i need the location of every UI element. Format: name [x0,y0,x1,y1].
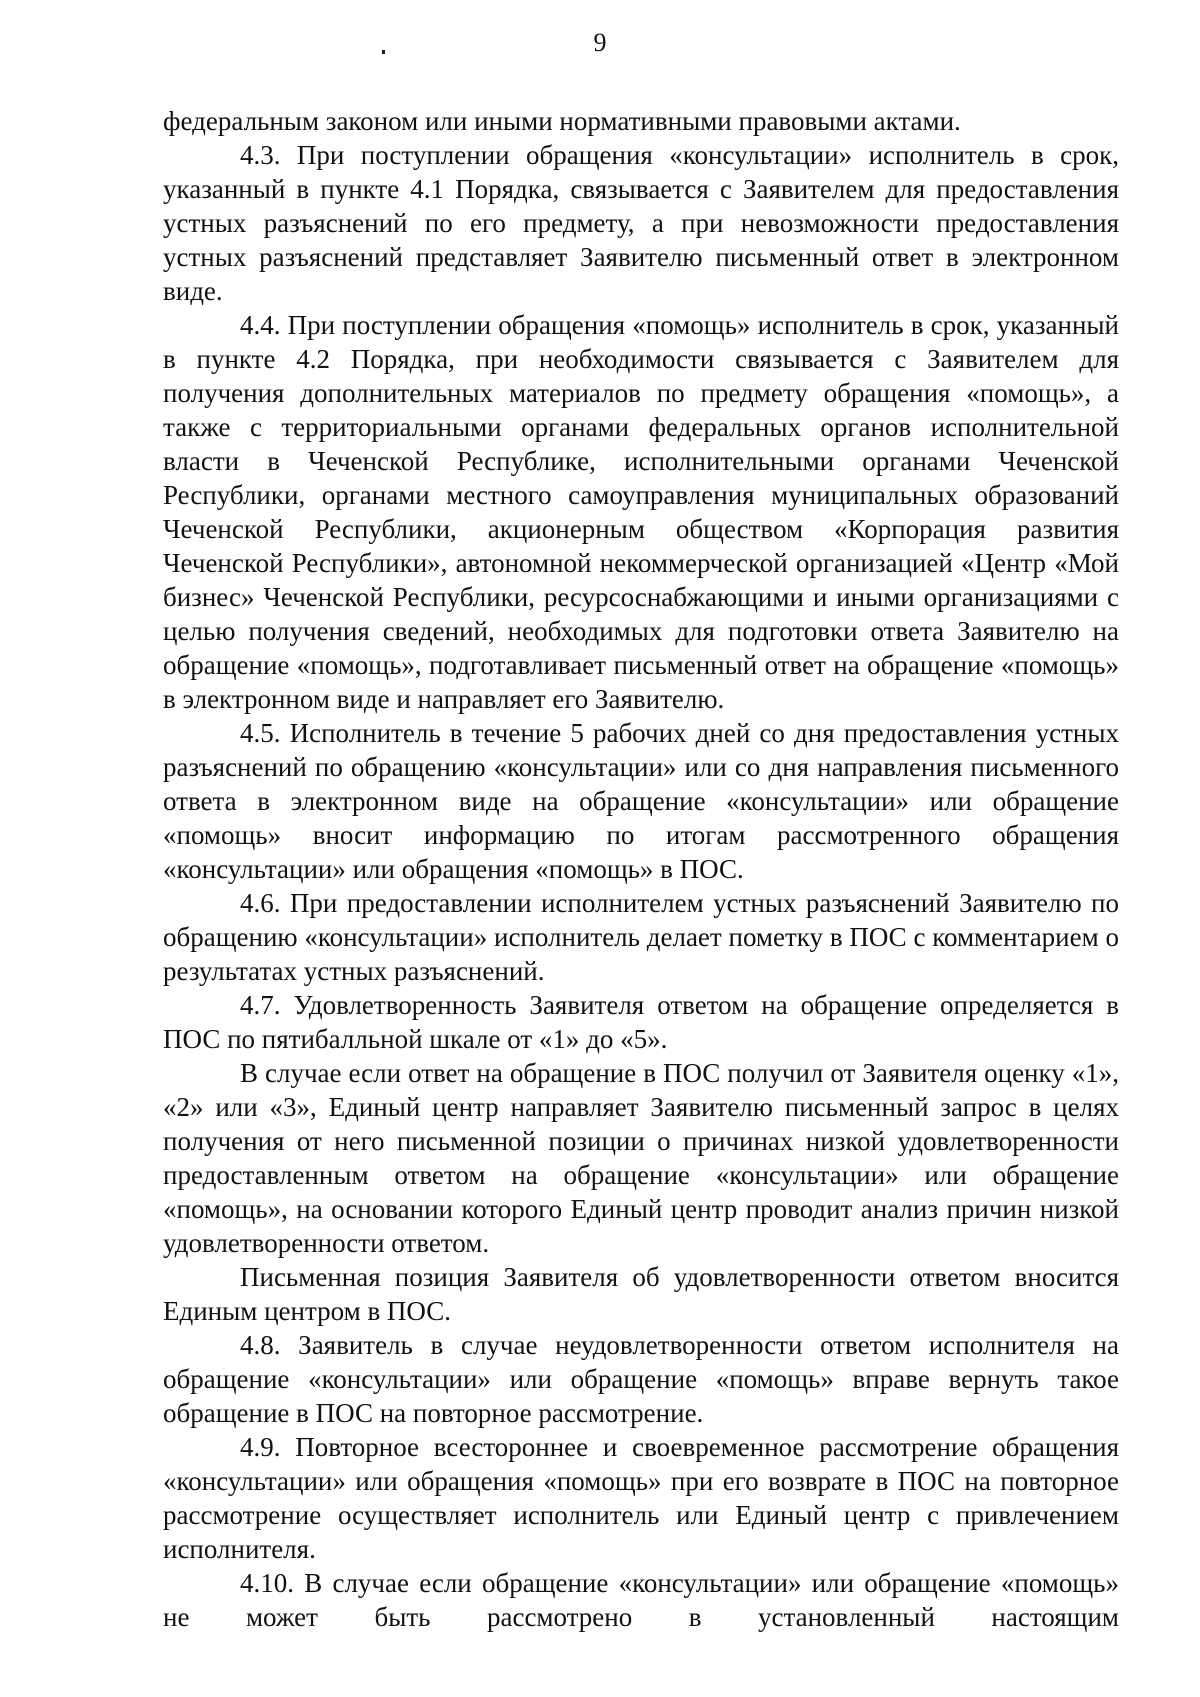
paragraph-4-7: 4.7. Удовлетворенность Заявителя ответом на обращение определяется в ПОС по пятибалльной шкале от «1» до «5». [163,990,1119,1054]
page-number: 9 [593,28,607,57]
paragraph-low-rating: В случае если ответ на обращение в ПОС получил от Заявителя оценку «1», «2» или «3», Единый центр направляет Заявителю письменный запрос в целях получения от него письменной позиции о причинах низкой удовлетворенности предоставленным ответом на обращение «консультации» или обращение «помощь», на основании которого Единый центр проводит анализ причин низкой удовлетворенности ответом. [163,1058,1119,1258]
scan-artifact-dot [382,50,385,54]
paragraph-4-4: 4.4. При поступлении обращения «помощь» исполнитель в срок, указанный в пункте 4.2 Порядка, при необходимости связывается с Заявителем для получения дополнительных материалов по предмету обращения «помощь», а также с территориальными органами федеральных органов исполнительной власти в Чеченской Республике, исполнительными органами Чеченской Республики, органами местного самоуправления муниципальных образований Чеченской Республики, акционерным обществом «Корпорация развития Чеченской Республики», автономной некоммерческой организацией «Центр «Мой бизнес» Чеченской Республики, ресурсоснабжающими и иными организациями с целью получения сведений, необходимых для подготовки ответа Заявителю на обращение «помощь», подготавливает письменный ответ на обращение «помощь» в электронном виде и направляет его Заявителю. [163,310,1119,714]
paragraph-continuation: федеральным законом или иными нормативными правовыми актами. [163,106,961,136]
paragraph-4-8: 4.8. Заявитель в случае неудовлетворенности ответом исполнителя на обращение «консультации» или обращение «помощь» вправе вернуть такое обращение в ПОС на повторное рассмотрение. [163,1330,1119,1428]
paragraph-4-10: 4.10. В случае если обращение «консультации» или обращение «помощь» не может быть рассмотрено в установленный настоящим [163,1568,1119,1632]
paragraph-4-3: 4.3. При поступлении обращения «консультации» исполнитель в срок, указанный в пункте 4.1 Порядка, связывается с Заявителем для предоставления устных разъяснений по его предмету, а при невозможности предоставления устных разъяснений представляет Заявителю письменный ответ в электронном виде. [163,140,1119,306]
document-body [163,104,1119,1634]
paragraph-written-position: Письменная позиция Заявителя об удовлетворенности ответом вносится Единым центром в ПОС. [163,1262,1119,1326]
paragraph-4-9: 4.9. Повторное всестороннее и своевременное рассмотрение обращения «консультации» или обращения «помощь» при его возврате в ПОС на повторное рассмотрение осуществляет исполнитель или Единый центр с привлечением исполнителя. [163,1432,1119,1564]
paragraph-4-6: 4.6. При предоставлении исполнителем устных разъяснений Заявителю по обращению «консультации» исполнитель делает пометку в ПОС с комментарием о результатах устных разъяснений. [163,888,1119,986]
paragraph-4-5: 4.5. Исполнитель в течение 5 рабочих дней со дня предоставления устных разъяснений по обращению «консультации» или со дня направления письменного ответа в электронном виде на обращение «консультации» или обращение «помощь» вносит информацию по итогам рассмотренного обращения «консультации» или обращения «помощь» в ПОС. [163,718,1119,884]
